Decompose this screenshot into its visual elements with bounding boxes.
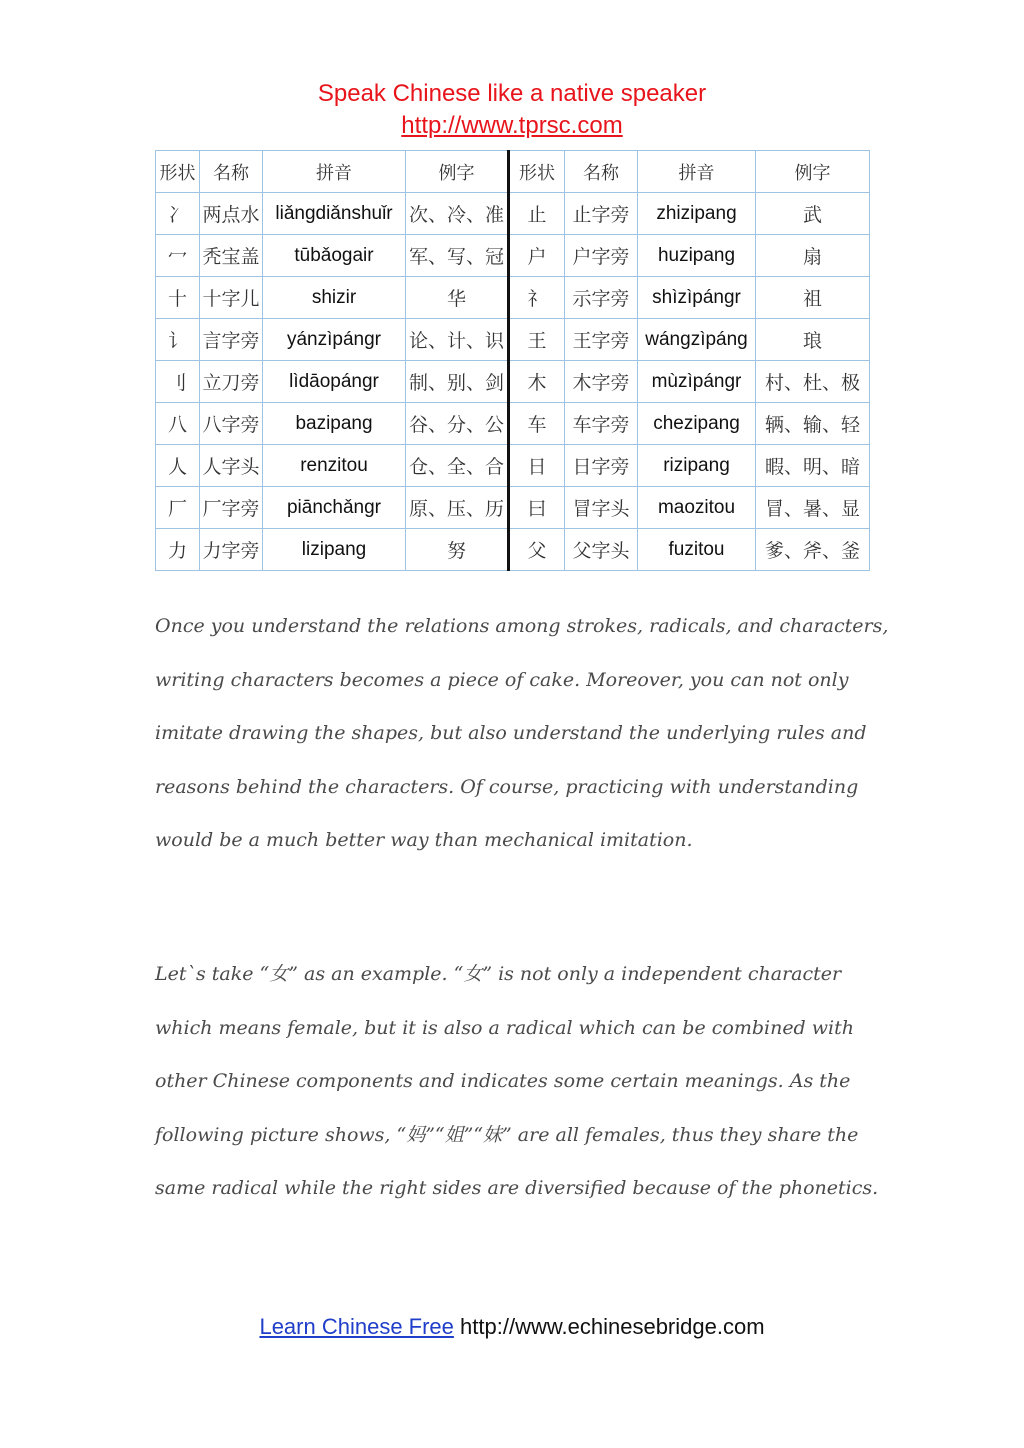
- table-row: [156, 193, 870, 235]
- table-cell: 日字旁: [565, 445, 638, 487]
- table-cell: 止: [509, 193, 565, 235]
- table-cell: wángzìpáng: [638, 319, 756, 361]
- table-cell: 示字旁: [565, 277, 638, 319]
- table-cell: 曰: [509, 487, 565, 529]
- column-header: 拼音: [263, 151, 406, 193]
- table-cell: liǎngdiǎnshuǐr: [263, 193, 406, 235]
- table-cell: 十: [156, 277, 200, 319]
- table-cell: fuzitou: [638, 529, 756, 571]
- table-cell: 木: [509, 361, 565, 403]
- table-cell: 父: [509, 529, 565, 571]
- page-footer: [0, 1310, 1024, 1344]
- table-cell: bazipang: [263, 403, 406, 445]
- table-cell: tūbǎogair: [263, 235, 406, 277]
- table-cell: 武: [756, 193, 870, 235]
- table-cell: piānchǎngr: [263, 487, 406, 529]
- table-cell: 原、压、历: [406, 487, 509, 529]
- table-cell: 冫: [156, 193, 200, 235]
- table-cell: 父字头: [565, 529, 638, 571]
- table-cell: 王字旁: [565, 319, 638, 361]
- table-cell: 仓、全、合: [406, 445, 509, 487]
- table-cell: 两点水: [200, 193, 263, 235]
- table-cell: 止字旁: [565, 193, 638, 235]
- column-header: 名称: [200, 151, 263, 193]
- table-cell: renzitou: [263, 445, 406, 487]
- table-cell: yánzìpángr: [263, 319, 406, 361]
- table-cell: 谷、分、公: [406, 403, 509, 445]
- table-cell: shìzìpángr: [638, 277, 756, 319]
- table-header-row: [156, 151, 870, 193]
- table-cell: shizir: [263, 277, 406, 319]
- page-title: Speak Chinese like a native speaker: [317, 80, 707, 107]
- table-row: [156, 235, 870, 277]
- table-cell: rizipang: [638, 445, 756, 487]
- table-cell: 力: [156, 529, 200, 571]
- table-cell: 八: [156, 403, 200, 445]
- table-cell: 论、计、识: [406, 319, 509, 361]
- table-cell: 军、写、冠: [406, 235, 509, 277]
- table-cell: 礻: [509, 277, 565, 319]
- table-cell: 冖: [156, 235, 200, 277]
- table-row: [156, 529, 870, 571]
- table-cell: huzipang: [638, 235, 756, 277]
- table-cell: lìdāopángr: [263, 361, 406, 403]
- table-row: [156, 403, 870, 445]
- column-header: 名称: [565, 151, 638, 193]
- table-cell: 讠: [156, 319, 200, 361]
- column-header: 例字: [756, 151, 870, 193]
- table-cell: 扇: [756, 235, 870, 277]
- table-cell: 村、杜、极: [756, 361, 870, 403]
- table-cell: lizipang: [263, 529, 406, 571]
- column-header: 形状: [509, 151, 565, 193]
- table-cell: 刂: [156, 361, 200, 403]
- table-cell: 华: [406, 277, 509, 319]
- table-cell: 努: [406, 529, 509, 571]
- table-cell: 冒、暑、显: [756, 487, 870, 529]
- table-cell: 厂字旁: [200, 487, 263, 529]
- table-row: [156, 487, 870, 529]
- table-cell: 日: [509, 445, 565, 487]
- table-cell: 秃宝盖: [200, 235, 263, 277]
- table-cell: 言字旁: [200, 319, 263, 361]
- column-header: 例字: [406, 151, 509, 193]
- page-header: [0, 78, 1024, 142]
- table-cell: 车: [509, 403, 565, 445]
- table-cell: 户字旁: [565, 235, 638, 277]
- table-cell: mùzìpángr: [638, 361, 756, 403]
- table-row: [156, 361, 870, 403]
- table-cell: 人: [156, 445, 200, 487]
- table-cell: 户: [509, 235, 565, 277]
- header-link[interactable]: http://www.tprsc.com: [401, 112, 623, 139]
- table-cell: 祖: [756, 277, 870, 319]
- table-cell: maozitou: [638, 487, 756, 529]
- table-cell: 王: [509, 319, 565, 361]
- table-cell: 力字旁: [200, 529, 263, 571]
- table-row: [156, 319, 870, 361]
- paragraph-1: Once you understand the relations among strokes, radicals, and characters, writing characters becomes a piece of cake. Moreover, you can not only imitate drawing the shapes, but also understand the underlying rules and reasons behind the characters. Of course, practicing with understanding would be a much better way than mechanical imitation.: [155, 615, 889, 851]
- footer-url: http://www.echinesebridge.com: [460, 1314, 765, 1339]
- table-cell: 十字儿: [200, 277, 263, 319]
- table-row: [156, 277, 870, 319]
- table-cell: 立刀旁: [200, 361, 263, 403]
- table-cell: zhizipang: [638, 193, 756, 235]
- table-cell: 辆、输、轻: [756, 403, 870, 445]
- table-cell: 次、冷、准: [406, 193, 509, 235]
- table-cell: 厂: [156, 487, 200, 529]
- table-cell: chezipang: [638, 403, 756, 445]
- table-cell: 车字旁: [565, 403, 638, 445]
- column-header: 形状: [156, 151, 200, 193]
- table-cell: 琅: [756, 319, 870, 361]
- learn-chinese-link[interactable]: Learn Chinese Free: [259, 1314, 454, 1339]
- table-cell: 爹、斧、釜: [756, 529, 870, 571]
- table-cell: 制、别、剑: [406, 361, 509, 403]
- table-cell: 八字旁: [200, 403, 263, 445]
- table-row: [156, 445, 870, 487]
- table-cell: 冒字头: [565, 487, 638, 529]
- table-cell: 暇、明、暗: [756, 445, 870, 487]
- paragraph-2: Let`s take “女” as an example. “女” is not only a independent character which means female, but it is also a radical which can be combined with other Chinese components and indicates some certain meanings. As the following picture shows, “妈”“姐”“妹” are all females, thus they share the same radical while the right sides are diversified because of the phonetics.: [155, 963, 879, 1199]
- column-header: 拼音: [638, 151, 756, 193]
- table-cell: 人字头: [200, 445, 263, 487]
- table-cell: 木字旁: [565, 361, 638, 403]
- radical-table: [155, 150, 870, 571]
